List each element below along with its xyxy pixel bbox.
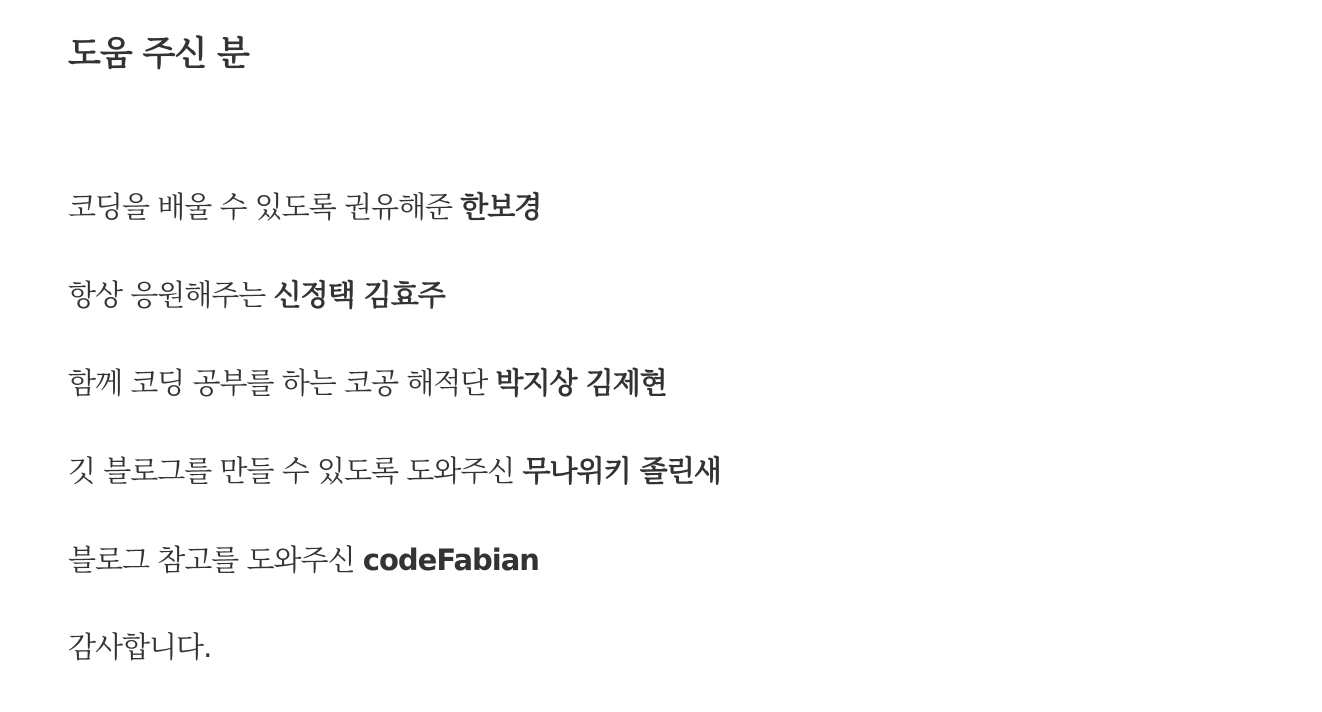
thanks-line-5: [68, 540, 539, 580]
thanks-text: 블로그 참고를 도와주신: [68, 543, 363, 577]
thanks-text: 항상 응원해주는: [68, 278, 274, 312]
thanks-text: 함께 코딩 공부를 하는 코공 해적단: [68, 366, 496, 400]
thanks-line-4: [68, 451, 721, 491]
thanks-person: 신정택 김효주: [273, 278, 445, 312]
thanks-line-2: [68, 275, 445, 315]
thanks-person: 박지상 김제현: [495, 366, 667, 400]
thanks-line-1: [68, 187, 541, 227]
thanks-text: 코딩을 배울 수 있도록 권유해준: [68, 190, 461, 224]
thanks-person: codeFabian: [362, 543, 539, 577]
thanks-text: 깃 블로그를 만들 수 있도록 도와주신: [68, 454, 523, 488]
thanks-person: 무나위키 졸린새: [522, 454, 721, 488]
thanks-line-3: [68, 363, 667, 403]
closing-text: 감사합니다.: [68, 630, 212, 664]
page-title: 도움 주신 분: [68, 34, 249, 74]
thanks-person: 한보경: [460, 190, 542, 224]
